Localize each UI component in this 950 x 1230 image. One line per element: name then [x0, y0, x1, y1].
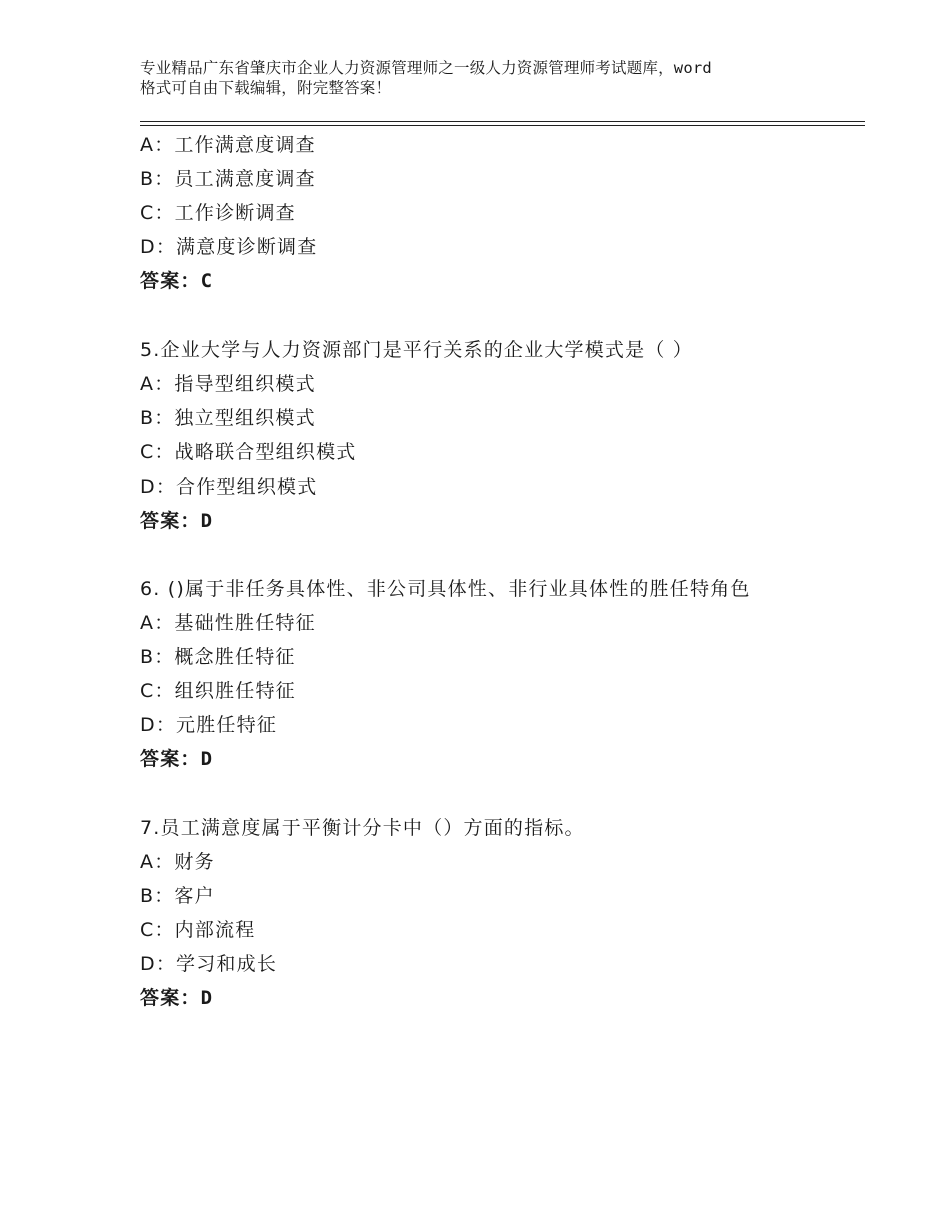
answer-label: 答案： [140, 270, 201, 292]
q7-option-d: D：学习和成长 [140, 953, 278, 975]
q5-option-a: A：指导型组织模式 [140, 373, 316, 395]
answer-value: D [200, 510, 214, 532]
answer-label: 答案： [140, 987, 201, 1009]
q6-answer [140, 744, 213, 771]
header-rule-thick [140, 121, 865, 122]
q4-option-c: C：工作诊断调查 [140, 202, 296, 224]
q6-option-a: A：基础性胜任特征 [140, 612, 316, 634]
document-header [140, 58, 840, 98]
q6-option-b: B：概念胜任特征 [140, 646, 296, 668]
q7-stem: 7.员工满意度属于平衡计分卡中（）方面的指标。 [140, 817, 585, 839]
q4-answer [140, 266, 213, 293]
q5-option-b: B：独立型组织模式 [140, 407, 316, 429]
q7-option-c: C：内部流程 [140, 919, 256, 941]
answer-label: 答案： [140, 748, 201, 770]
header-line-2: 格式可自由下载编辑，附完整答案！ [140, 79, 392, 97]
q5-answer [140, 506, 213, 533]
q4-option-b: B：员工满意度调查 [140, 168, 316, 190]
q5-stem: 5.企业大学与人力资源部门是平行关系的企业大学模式是（ ） [140, 339, 693, 361]
q6-option-d: D：元胜任特征 [140, 714, 278, 736]
q4-option-a: A：工作满意度调查 [140, 134, 316, 156]
header-line-1: 专业精品广东省肇庆市企业人力资源管理师之一级人力资源管理师考试题库，word [140, 59, 712, 77]
q4-option-d: D：满意度诊断调查 [140, 236, 318, 258]
answer-label: 答案： [140, 510, 201, 532]
q5-option-c: C：战略联合型组织模式 [140, 441, 357, 463]
answer-value: D [200, 987, 214, 1009]
q5-option-d: D：合作型组织模式 [140, 476, 318, 498]
q7-option-a: A：财务 [140, 851, 215, 873]
q7-option-b: B：客户 [140, 885, 215, 907]
q6-option-c: C：组织胜任特征 [140, 680, 296, 702]
answer-value: C [200, 270, 214, 292]
q6-stem: 6. ()属于非任务具体性、非公司具体性、非行业具体性的胜任特角色 [140, 578, 751, 600]
q7-answer [140, 983, 213, 1010]
header-rule-thin [140, 125, 865, 126]
answer-value: D [200, 748, 214, 770]
